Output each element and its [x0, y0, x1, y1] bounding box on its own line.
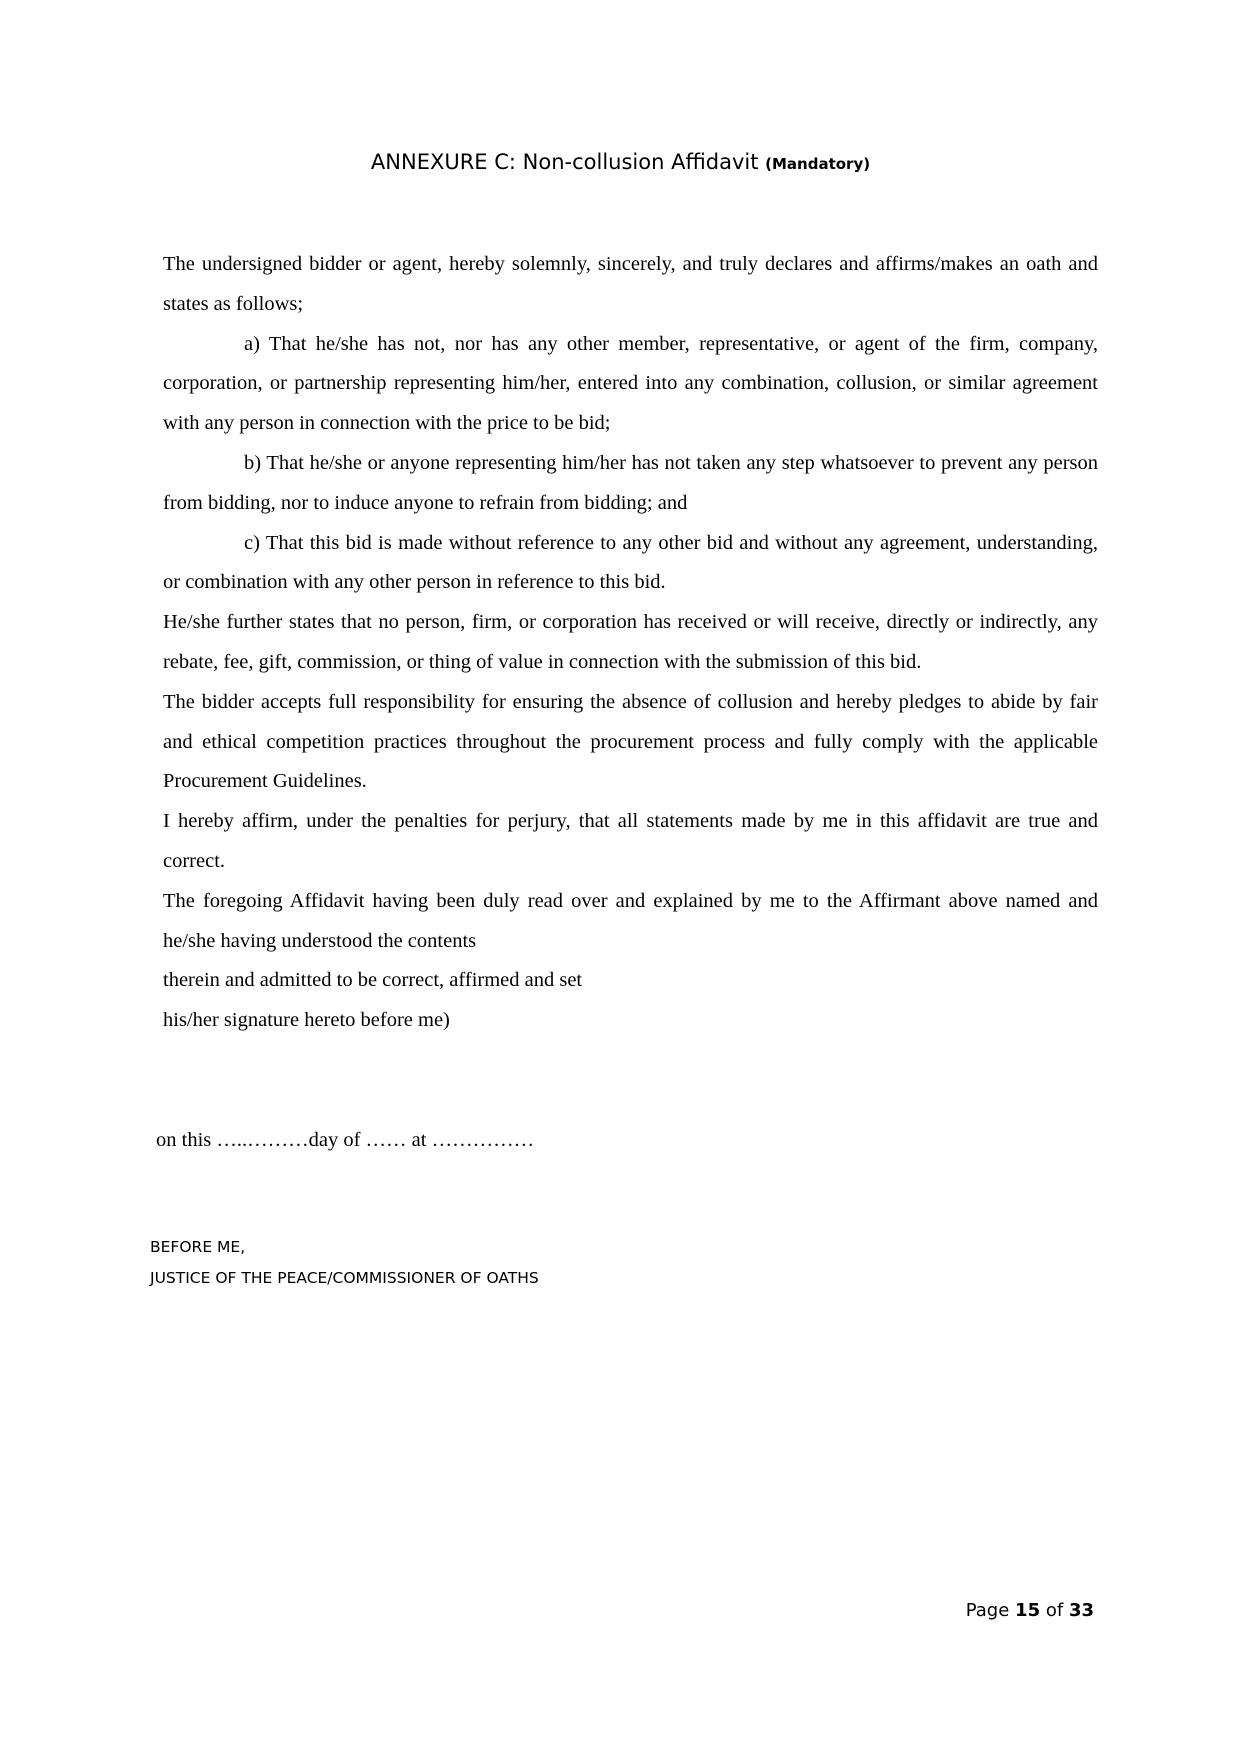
commissioner-label: JUSTICE OF THE PEACE/COMMISSIONER OF OATHS	[150, 1269, 539, 1287]
page-number	[900, 1600, 1094, 1621]
paragraph-intro: The undersigned bidder or agent, hereby solemnly, sincerely, and truly declares and affirms/makes an oath and states as follows;	[163, 253, 1098, 315]
affidavit-body	[163, 245, 1098, 1041]
page-word: Page	[965, 1600, 1010, 1621]
current-page: 15	[1015, 1600, 1041, 1621]
clause-a: a) That he/she has not, nor has any other member, representative, or agent of the firm, company, corporation, or partnership representing him/her, entered into any combination, collusion, or similar agreement with any person in connection with the price to be bid;	[163, 332, 1098, 435]
paragraph-responsibility: The bidder accepts full responsibility for ensuring the absence of collusion and hereby pledges to abide by fair and ethical competition practices throughout the procurement process and fully comply with the applicable Procurement Guidelines.	[163, 690, 1098, 793]
title-tag: (Mandatory)	[765, 155, 871, 173]
paragraph-no-rebate: He/she further states that no person, firm, or corporation has received or will receive, directly or indirectly, any rebate, fee, gift, commission, or thing of value in connection with the submission of this bid.	[163, 611, 1098, 673]
page-title	[0, 150, 1241, 174]
date-line: on this …..………day of …… at ……………	[156, 1129, 535, 1151]
total-pages: 33	[1068, 1600, 1094, 1621]
paragraph-foregoing: The foregoing Affidavit having been duly read over and explained by me to the Affirmant above named and he/she having understood the contents	[163, 889, 1098, 952]
title-main: ANNEXURE C: Non-collusion Affidavit	[370, 150, 759, 174]
paragraph-affirmation: I hereby affirm, under the penalties for perjury, that all statements made by me in this affidavit are true and correct.	[163, 810, 1098, 872]
paragraph-signature: his/her signature hereto before me)	[163, 1009, 450, 1032]
before-me-label: BEFORE ME,	[150, 1238, 246, 1256]
clause-b: b) That he/she or anyone representing him/her has not taken any step whatsoever to prevent any person from bidding, nor to induce anyone to refrain from bidding; and	[163, 451, 1098, 514]
of-word: of	[1045, 1600, 1064, 1621]
paragraph-therein: therein and admitted to be correct, affirmed and set	[163, 969, 583, 992]
clause-c: c) That this bid is made without reference to any other bid and without any agreement, understanding, or combination with any other person in reference to this bid.	[163, 531, 1098, 594]
signature-block	[150, 1232, 539, 1294]
